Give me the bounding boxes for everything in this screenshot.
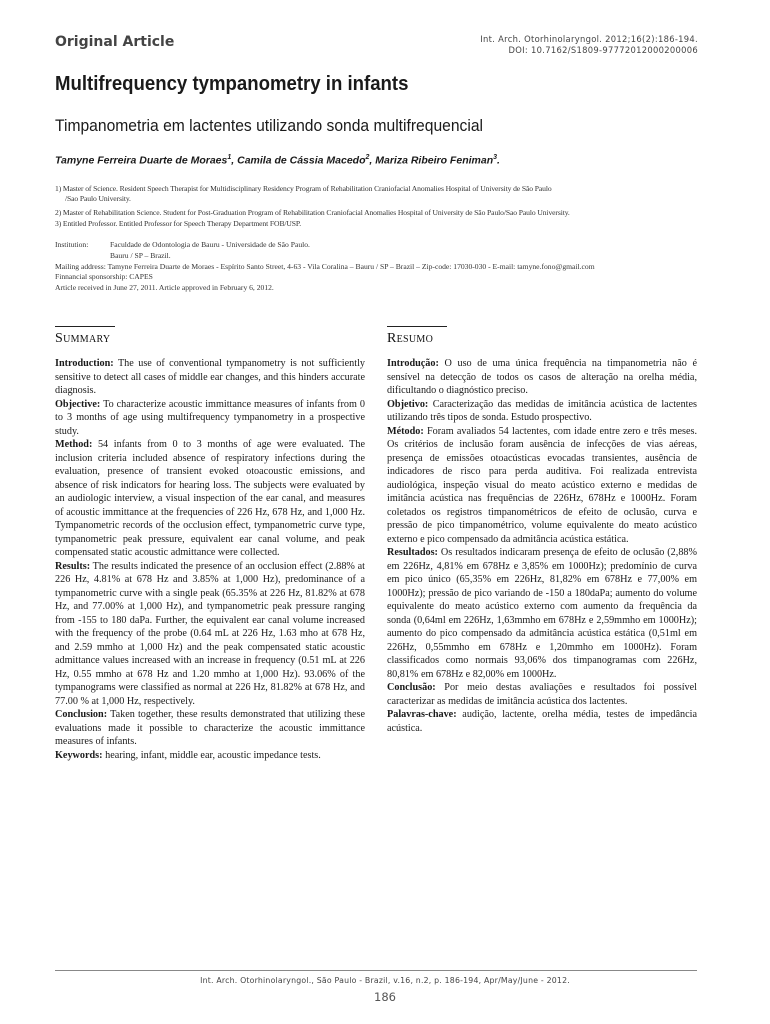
label: Conclusion: <box>55 709 108 720</box>
summary-heading: Summary <box>55 331 111 346</box>
author-end: . <box>497 154 500 167</box>
resumo-body <box>387 357 697 735</box>
article-dates: Article received in June 27, 2011. Article approved in February 6, 2012. <box>55 283 274 292</box>
financial-sponsorship: Finnancial sponsorship: CAPES <box>55 272 153 281</box>
summary-rule <box>55 326 115 327</box>
text: O uso de uma única frequência na timpanometria não é sensível na detecção de todos os casos de alteração na orelha média, dificultando o diagnóstico preciso. <box>387 358 697 396</box>
label: Introdução: <box>387 358 439 369</box>
mailing-address: Mailing address: Tamyne Ferreira Duarte de Moraes - Espírito Santo Street, 4-63 - Vila Coralina – Bauru / SP – Brazil – Zip-code: 17030-030 - E-mail: tamyne.fono@gmail.com <box>55 262 595 271</box>
author-list <box>55 154 500 167</box>
resumo-palavras-chave <box>387 708 697 735</box>
resumo-rule <box>387 326 447 327</box>
text: hearing, infant, middle ear, acoustic impedance tests. <box>102 749 321 761</box>
text: To characterize acoustic immittance measures of infants from 0 to 3 months of age using multifrequency tympanometry in a prospective study. <box>55 398 365 437</box>
institution-label: Institution: <box>55 240 89 249</box>
author-1-affil: 1 <box>227 154 232 161</box>
resumo-objetivo <box>387 398 697 425</box>
summary-results <box>55 560 365 709</box>
text: Os resultados indicaram presença de efeito de oclusão (2,88% em 226Hz, 4,81% em 678Hz e 3,85% em 1000Hz); predomínio de curva em pico único (65,35% em 226Hz, 81,82% em 678Hz e 77,00% em 1000Hz); pressão de pico variando de -150 a 180daPa; aumento do volume equivalente do meato acústico externo com aumento da frequência da sonda (0,64ml em 226Hz, 1,63mmho em 678Hz e 2,59mmho em 1000Hz); aumento do pico compensado da admitância acústica estática (0,51ml em 226Hz, 0,55mmho em 678Hz e 1,20mmho em 1000Hz). Foram classificados como normais 93,06% dos timpanogramas com 226Hz, 80,81% em 678Hz e 82,00% em 1000Hz. <box>387 547 697 680</box>
text: The use of conventional tympanometry is not sufficiently sensitive to detect all cases of middle ear changes, and this hinders accurate diagnosis. <box>55 358 365 396</box>
summary-keywords <box>55 749 365 763</box>
doi-line: DOI: 10.7162/S1809-97772012000200006 <box>508 45 698 55</box>
resumo-introducao <box>387 357 697 398</box>
label: Palavras-chave: <box>387 709 457 720</box>
resumo-heading: Resumo <box>387 331 434 346</box>
label: Keywords: <box>55 749 103 761</box>
article-title: Multifrequency tympanometry in infants <box>55 73 409 95</box>
affiliation-1-line2: /Sao Paulo University. <box>65 194 131 203</box>
summary-objective <box>55 398 365 439</box>
label: Método: <box>387 425 424 437</box>
institution-line-1: Faculdade de Odontologia de Bauru - Universidade de São Paulo. <box>110 240 310 249</box>
affiliation-3: 3) Entitled Professor. Entitled Professor for Speech Therapy Department FOB/USP. <box>55 219 302 228</box>
summary-body <box>55 357 365 762</box>
text: 54 infants from 0 to 3 months of age were evaluated. The inclusion criteria included absence of respiratory infections during the evaluation, presence of transient evoked otoacoustic emissions, and absence of risk indicators for hearing loss. The subjects were evaluated by an audiologic interview, a visual inspection of the ear canal, and measures of acoustic immittance at the frequencies of 226 Hz, 678 Hz, and 1,000 Hz. Tympanometric records of the occlusion effect, tympanometric curve type, tympanometric peak pressure, equivalent ear canal volume, and peak compensated static acoustic admittance were collected. <box>55 439 365 558</box>
text: Foram avaliados 54 lactentes, com idade entre zero e três meses. Os critérios de inclusão foram ausência de infecções de vias aéreas, presença de emissões otoacústicas evocadas transientes, ausência de indicadores de risco para perda auditiva. Foi realizada entrevista audiológica, inspeção visual do meato acústico externo e medidas de imitância acústica nas frequências de 226Hz, 678Hz e 1000Hz. Foram coletados os registros timpanométricos de efeito de oclusão, curva e pressão de pico timpanométrico, volume equivalente do meato acústico externo e pico compensado da admitância acústica estática. <box>387 425 697 545</box>
author-3-affil: 3 <box>493 154 498 161</box>
label: Conclusão: <box>387 682 436 693</box>
page-number: 186 <box>374 990 396 1004</box>
author-1: Tamyne Ferreira Duarte de Moraes <box>55 154 228 167</box>
resumo-conclusao <box>387 681 697 708</box>
summary-introduction <box>55 357 365 398</box>
footer-rule <box>55 970 697 971</box>
author-separator: , <box>231 154 238 167</box>
text: audição, lactente, orelha média, testes de impedância acústica. <box>387 709 697 734</box>
section-label: Original Article <box>55 34 175 50</box>
affiliation-2: 2) Master of Rehabilitation Science. Student for Post-Graduation Program of Rehabilitation Craniofacial Anomalies Hospital of University de São Paulo/Sao Paulo University. <box>55 208 570 217</box>
citation-line: Int. Arch. Otorhinolaryngol. 2012;16(2):186-194. <box>480 34 698 44</box>
author-3: Mariza Ribeiro Feniman <box>375 154 494 167</box>
label: Resultados: <box>387 547 438 558</box>
author-separator: , <box>369 154 376 167</box>
text: Taken together, these results demonstrated that utilizing these evaluations made it possible to characterize the acoustic immittance measures of infants. <box>55 709 365 747</box>
text: The results indicated the presence of an occlusion effect (2.88% at 226 Hz, 4.81% at 678 Hz and 3.85% at 1,000 Hz), predominance of a tympanometric curve with a single peak (65.35% at 226 Hz, 81.82% at 678 Hz, and 77.00% at 1,000 Hz), and tympanometric peak pressure ranging from -155 to 180 daPa. Further, the equivalent ear canal volume increased with the frequency of the probe (0.64 mL at 226 Hz, 1.63 mho at 678 Hz, and 2.59 mmho at 1,000 Hz) and the peak compensated static acoustic admittance values increased with an increase in frequency (0.51 mL at 226 Hz, 0.55 mmho at 678 Hz and 1.20 mmho at 1,000 Hz). 93.06% of the tympanograms were classified as normal at 226 Hz, 81.82% at 678 Hz, and 77.00 % at 1,000 Hz, respectively. <box>55 560 365 707</box>
text: Caracterização das medidas de imitância acústica de lactentes utilizando três tipos de sonda. Estudo prospectivo. <box>387 398 697 423</box>
label: Objetivo: <box>387 398 429 410</box>
summary-conclusion <box>55 708 365 749</box>
summary-method <box>55 438 365 560</box>
footer-citation: Int. Arch. Otorhinolaryngol., São Paulo - Brazil, v.16, n.2, p. 186-194, Apr/May/June - 2012. <box>200 976 570 985</box>
text: Por meio destas avaliações e resultados foi possível caracterizar as medidas de imitância acústica dos lactentes. <box>387 682 697 707</box>
resumo-resultados <box>387 546 697 681</box>
author-2-affil: 2 <box>365 154 370 161</box>
resumo-metodo <box>387 425 697 547</box>
author-2: Camila de Cássia Macedo <box>237 154 366 167</box>
label: Results: <box>55 560 91 572</box>
institution-line-2: Bauru / SP – Brazil. <box>110 251 171 260</box>
label: Method: <box>55 439 93 450</box>
affiliation-1-line1: 1) Master of Science. Resident Speech Therapist for Multidisciplinary Residency Program of Rehabilitation Craniofacial Anomalies Hospital of University de São Paulo <box>55 184 552 193</box>
label: Objective: <box>55 398 101 410</box>
journal-citation <box>480 34 698 56</box>
label: Introduction: <box>55 358 114 369</box>
affiliation-1 <box>55 184 700 204</box>
article-subtitle: Timpanometria em lactentes utilizando sonda multifrequencial <box>55 116 484 135</box>
